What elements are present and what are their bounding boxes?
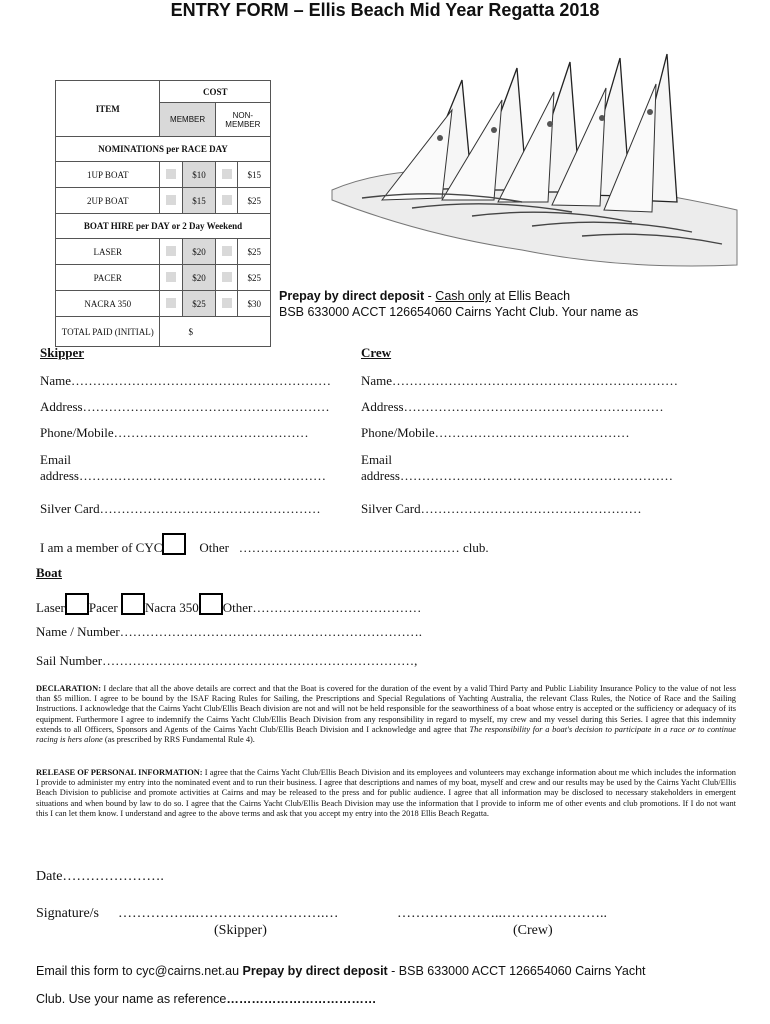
declaration-paragraph: DECLARATION: I declare that all the above details are correct and that the Boat is covered for the duration of the event by a valid Third Party and Public Liability Insurance Policy to the value of not less than $5 million. I agree to be bound by the ISAF Racing Rules for Sailing, the Prescriptions and Special Regulations of Yachting Australia, the relevant Class Rules, the Notice of Race and the Sailing Instructions. I acknowledge that the Cairns Yacht Club/Ellis Beach division are not and will not be held responsible for the seaworthiness of a boat whose entry is accepted or the sufficiency or adequacy of its equipment. Furthermore I agree to indemnify the Cairns Yacht Club/Ellis Beach Division from any responsibility in regard to myself, my crew and my vessel during this Series. I agree that this indemnity extends to all Officers, Sponsors and Agents of the Cairns Yacht Club/Ellis Beach Division and I acknowledge and agree that The responsibility for a boat's decision to participate in a race or to continue racing is hers alone (as prescribed by RRS Fundamental Rule 4). xyxy=(36,684,736,745)
sailboats-sketch-image xyxy=(322,40,742,270)
total-label: TOTAL PAID (INITIAL) xyxy=(56,317,160,347)
skipper-name-field[interactable]: Name…………………………………………………… xyxy=(40,373,332,388)
skipper-phone-field[interactable]: Phone/Mobile……………………………………… xyxy=(40,425,309,440)
footer-note: Email this form to cyc@cairns.net.au Prepay by direct deposit - BSB 633000 ACCT 126654060 Cairns Yacht Club. Use your name as reference……………………………… xyxy=(36,964,646,1006)
crew-caption: (Crew) xyxy=(513,923,553,938)
crew-heading: Crew xyxy=(361,345,392,360)
boat-hire-section: BOAT HIRE per DAY or 2 Day Weekend xyxy=(56,214,271,239)
non-member-header: NON-MEMBER xyxy=(215,103,270,137)
crew-signature-field[interactable]: …………………..………………….. xyxy=(397,906,607,921)
other-boat-field[interactable]: Other………………………………… xyxy=(222,600,422,615)
cost-header: COST xyxy=(160,81,271,103)
nominations-section: NOMINATIONS per RACE DAY xyxy=(56,137,271,162)
sail-number-field[interactable]: Sail Number………………………………………………………………, xyxy=(36,653,418,668)
member-checkbox[interactable] xyxy=(166,246,176,256)
skipper-signature-field[interactable]: ……………..……………………….… xyxy=(118,906,339,921)
non-member-checkbox[interactable] xyxy=(222,272,232,282)
table-row: NACRA 350 $25 $30 xyxy=(56,291,271,317)
name-number-field[interactable]: Name / Number……………………………………………………………. xyxy=(36,624,423,639)
member-checkbox[interactable] xyxy=(166,298,176,308)
member-checkbox[interactable] xyxy=(166,169,176,179)
laser-checkbox[interactable] xyxy=(65,593,89,615)
non-member-checkbox[interactable] xyxy=(222,298,232,308)
table-row: 2UP BOAT $15 $25 xyxy=(56,188,271,214)
member-checkbox[interactable] xyxy=(166,272,176,282)
skipper-email-field[interactable]: Email address………………………………………………… xyxy=(40,452,326,483)
cost-table xyxy=(55,80,271,347)
total-row xyxy=(56,317,271,347)
cyc-member-checkbox[interactable] xyxy=(162,533,186,555)
date-field[interactable]: Date…………………. xyxy=(36,869,164,884)
member-header: MEMBER xyxy=(160,103,215,137)
skipper-caption: (Skipper) xyxy=(214,923,267,938)
table-row: LASER $20 $25 xyxy=(56,239,271,265)
boat-heading: Boat xyxy=(36,565,62,580)
crew-silver-card-field[interactable]: Silver Card…………………………………………… xyxy=(361,501,642,516)
release-paragraph: RELEASE OF PERSONAL INFORMATION: I agree that the Cairns Yacht Club/Ellis Beach Division and its employees and volunteers may exchange information about me which includes the information I provide to administer my entry into the nominated event and to run their business. I agree that descriptions and names of my boat, myself and crew and our results may be used by the Cairns Yacht Club/Ellis Beach Division to publicise and promote activities at Cairns and may be released to the press and for public audience. I agree that all information may be disclosed to necessary stakeholders in emergent situations and when bound by law to do so. I agree that the Cairns Yacht Club/Ellis Beach Division may use the information that I provide to inform me of other events and club promotions. If I do not want this I can let them know. I understand and agree to the above terms and ask that you accept my entry into the 2018 Ellis Beach Regatta. xyxy=(36,768,736,818)
crew-name-field[interactable]: Name………………………………………………………… xyxy=(361,373,679,388)
skipper-address-field[interactable]: Address………………………………………………… xyxy=(40,399,330,414)
member-checkbox[interactable] xyxy=(166,195,176,205)
other-club-field[interactable]: …………………………………………… club. xyxy=(238,540,489,555)
page-title: ENTRY FORM – Ellis Beach Mid Year Regatta 2018 xyxy=(170,0,600,20)
table-row: PACER $20 $25 xyxy=(56,265,271,291)
table-row: 1UP BOAT $10 $15 xyxy=(56,162,271,188)
cyc-member-line: I am a member of CYC Other …………………………………………… club. xyxy=(40,533,489,556)
prepay-note: Prepay by direct deposit - Cash only at Ellis Beach BSB 633000 ACCT 126654060 Cairns Yacht Club. Your name as xyxy=(279,289,639,319)
pacer-checkbox[interactable] xyxy=(121,593,145,615)
non-member-checkbox[interactable] xyxy=(222,246,232,256)
skipper-silver-card-field[interactable]: Silver Card…………………………………………… xyxy=(40,501,321,516)
crew-email-field[interactable]: Email address……………………………………………………… xyxy=(361,452,673,483)
non-member-checkbox[interactable] xyxy=(222,195,232,205)
nacra-checkbox[interactable] xyxy=(199,593,223,615)
skipper-heading: Skipper xyxy=(40,345,85,360)
item-header: ITEM xyxy=(56,81,160,137)
non-member-checkbox[interactable] xyxy=(222,169,232,179)
boat-type-line: Laser Pacer Nacra 350 Other………………………………… xyxy=(36,593,421,616)
crew-phone-field[interactable]: Phone/Mobile……………………………………… xyxy=(361,425,630,440)
total-value[interactable]: $ xyxy=(160,317,271,347)
crew-address-field[interactable]: Address…………………………………………………… xyxy=(361,399,664,414)
reference-field[interactable]: ……………………………… xyxy=(226,992,377,1006)
signature-label: Signature/s xyxy=(36,906,99,921)
